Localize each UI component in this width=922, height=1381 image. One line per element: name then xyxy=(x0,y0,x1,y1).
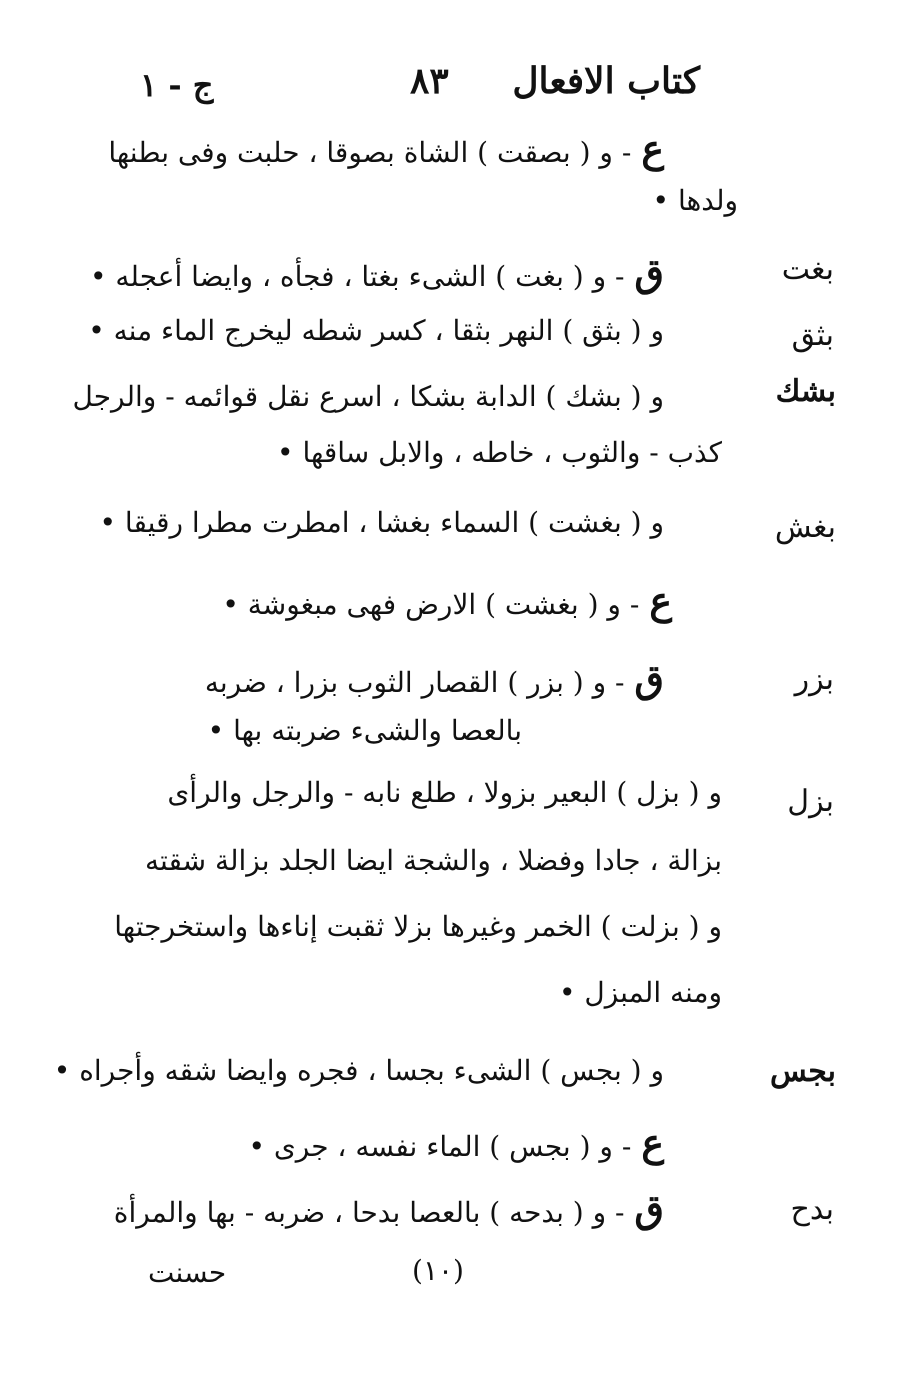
line-text: - و ( بغشت ) الارض فهى مبغوشة • xyxy=(222,588,640,621)
line-text: و ( بجس ) الشىء بجسا ، فجره وايضا شقه وأجراه • xyxy=(53,1054,664,1087)
headword: بجس xyxy=(770,1054,836,1089)
headword: بغش xyxy=(774,510,836,545)
text-line xyxy=(559,976,722,1009)
text-line xyxy=(108,126,664,171)
line-text: بالعصا والشىء ضربته بها • xyxy=(207,714,522,747)
marker: ع xyxy=(641,126,664,171)
text-line xyxy=(114,910,722,943)
text-line xyxy=(248,1120,664,1165)
book-title: كتاب الافعال xyxy=(512,60,700,102)
line-text: ومنه المبزل • xyxy=(558,976,722,1009)
text-line xyxy=(222,578,672,623)
text-line xyxy=(114,1186,664,1231)
text-line xyxy=(653,184,738,217)
marker: ق xyxy=(634,656,664,701)
signature-mark: (١٠) xyxy=(412,1254,464,1287)
catchword: حسنت xyxy=(148,1256,227,1289)
volume-label: ج - ١ xyxy=(140,66,214,104)
marker: ق xyxy=(634,1186,664,1231)
text-line xyxy=(88,314,664,347)
headword: بثق xyxy=(791,318,834,353)
line-text: و ( بزل ) البعير بزولا ، طلع نابه - والرجل والرأى xyxy=(167,776,722,809)
marker: ق xyxy=(634,250,664,295)
page-number: ٨٣ xyxy=(410,60,449,102)
line-text: ولدها • xyxy=(652,184,738,217)
line-text: بزالة ، جادا وفضلا ، والشجة ايضا الجلد بزالة شقته xyxy=(144,844,722,877)
headword: بزر xyxy=(794,662,834,697)
text-line xyxy=(205,656,664,701)
marker: ع xyxy=(649,578,672,623)
text-line xyxy=(167,776,722,809)
line-text: - و ( بدحه ) بالعصا بدحا ، ضربه - بها والمرأة xyxy=(113,1196,625,1229)
text-line xyxy=(100,506,664,539)
line-text: كذب - والثوب ، خاطه ، والابل ساقها • xyxy=(277,436,722,469)
text-line xyxy=(54,1054,664,1087)
line-text: - و ( بجس ) الماء نفسه ، جرى • xyxy=(248,1130,632,1163)
line-text: - و ( بغت ) الشىء بغتا ، فجأه ، وايضا أعجله • xyxy=(90,260,625,293)
headword: بشك xyxy=(775,374,836,409)
headword: بزل xyxy=(787,784,834,819)
headword: بدح xyxy=(790,1192,834,1227)
line-text: و ( بشك ) الدابة بشكا ، اسرع نقل قوائمه - والرجل xyxy=(72,380,664,413)
line-text: و ( بزلت ) الخمر وغيرها بزلا ثقبت إناءها واستخرجتها xyxy=(114,910,722,943)
text-line xyxy=(90,250,664,295)
text-line xyxy=(277,436,722,469)
text-line xyxy=(73,380,664,413)
line-text: و ( بثق ) النهر بثقا ، كسر شطه ليخرج الماء منه • xyxy=(88,314,664,347)
headword: بغت xyxy=(781,252,834,287)
text-line xyxy=(208,714,522,747)
line-text: - و ( بصقت ) الشاة بصوقا ، حلبت وفى بطنها xyxy=(108,136,632,169)
marker: ع xyxy=(641,1120,664,1165)
line-text: و ( بغشت ) السماء بغشا ، امطرت مطرا رقيقا • xyxy=(99,506,664,539)
text-line xyxy=(145,844,722,877)
line-text: - و ( بزر ) القصار الثوب بزرا ، ضربه xyxy=(204,666,625,699)
